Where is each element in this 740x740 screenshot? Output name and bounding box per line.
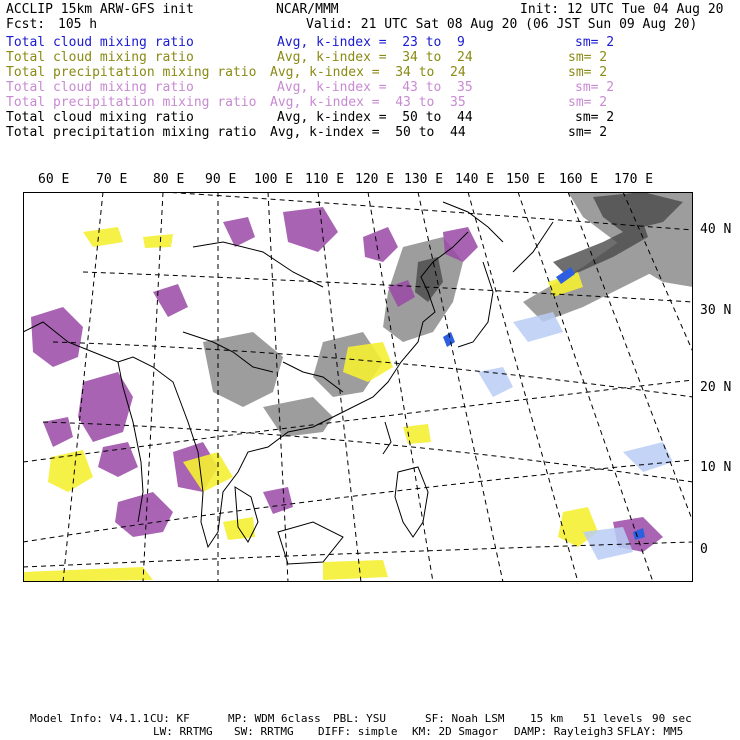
lat-label: 30 N (700, 303, 732, 318)
footer-item: KM: 2D Smagor (412, 725, 499, 738)
lon-label: 110 E (305, 172, 345, 187)
field-row (0, 50, 740, 65)
field-avg: Avg, k-index = 43 to 35 (270, 95, 466, 110)
lat-label: 10 N (700, 460, 732, 475)
field-row (0, 125, 740, 140)
footer-item: SW: RRTMG (234, 725, 294, 738)
lon-label: 130 E (404, 172, 444, 187)
lat-label: 0 (700, 542, 708, 557)
fcst-label: Fcst: (6, 17, 46, 32)
field-sm: sm= 2 (575, 35, 615, 50)
footer-item: SFLAY: MM5 (617, 725, 684, 738)
init-time: Init: 12 UTC Tue 04 Aug 20 (520, 2, 724, 17)
field-label: Total precipitation mixing ratio (6, 95, 257, 110)
footer-item: CU: KF (150, 712, 190, 725)
field-sm: sm= 2 (568, 65, 608, 80)
footer-item: DAMP: Rayleigh3 (514, 725, 614, 738)
lon-label: 120 E (355, 172, 395, 187)
field-row (0, 80, 740, 95)
weather-map (23, 192, 693, 582)
footer-item: DIFF: simple (318, 725, 398, 738)
field-row (0, 95, 740, 110)
field-row (0, 110, 740, 125)
field-avg: Avg, k-index = 34 to 24 (270, 65, 466, 80)
field-label: Total cloud mixing ratio (6, 35, 194, 50)
plot-title: ACCLIP 15km ARW-GFS init (6, 2, 194, 17)
valid-time: Valid: 21 UTC Sat 08 Aug 20 (06 JST Sun 09 Aug 20) (306, 17, 698, 32)
field-sm: sm= 2 (568, 50, 608, 65)
footer-item: 51 levels (583, 712, 643, 725)
field-sm: sm= 2 (568, 95, 608, 110)
field-label: Total precipitation mixing ratio (6, 65, 257, 80)
footer-item: 15 km (530, 712, 564, 725)
lon-label: 60 E (38, 172, 70, 187)
center-label: NCAR/MMM (276, 2, 339, 17)
lon-label: 150 E (506, 172, 546, 187)
footer-item: 90 sec (652, 712, 692, 725)
field-label: Total cloud mixing ratio (6, 80, 194, 95)
field-sm: sm= 2 (568, 125, 608, 140)
lon-label: 140 E (455, 172, 495, 187)
field-avg: Avg, k-index = 23 to 9 (277, 35, 465, 50)
field-label: Total cloud mixing ratio (6, 50, 194, 65)
lat-label: 20 N (700, 380, 732, 395)
fcst-value: 105 h (58, 17, 98, 32)
lon-label: 90 E (205, 172, 237, 187)
lon-label: 100 E (254, 172, 294, 187)
lon-label: 160 E (559, 172, 599, 187)
lon-label: 170 E (614, 172, 654, 187)
field-sm: sm= 2 (575, 80, 615, 95)
footer-item: PBL: YSU (333, 712, 386, 725)
field-avg: Avg, k-index = 50 to 44 (270, 125, 466, 140)
footer-item: MP: WDM 6class (228, 712, 321, 725)
field-avg: Avg, k-index = 34 to 24 (277, 50, 473, 65)
field-label: Total cloud mixing ratio (6, 110, 194, 125)
lon-label: 70 E (96, 172, 128, 187)
field-avg: Avg, k-index = 50 to 44 (277, 110, 473, 125)
footer-item: SF: Noah LSM (425, 712, 505, 725)
field-row (0, 35, 740, 50)
lat-label: 40 N (700, 222, 732, 237)
lon-label: 80 E (153, 172, 185, 187)
footer-item: LW: RRTMG (153, 725, 213, 738)
field-sm: sm= 2 (575, 110, 615, 125)
field-avg: Avg, k-index = 43 to 35 (277, 80, 473, 95)
footer-item: Model Info: V4.1.1 (30, 712, 150, 725)
field-label: Total precipitation mixing ratio (6, 125, 257, 140)
field-row (0, 65, 740, 80)
